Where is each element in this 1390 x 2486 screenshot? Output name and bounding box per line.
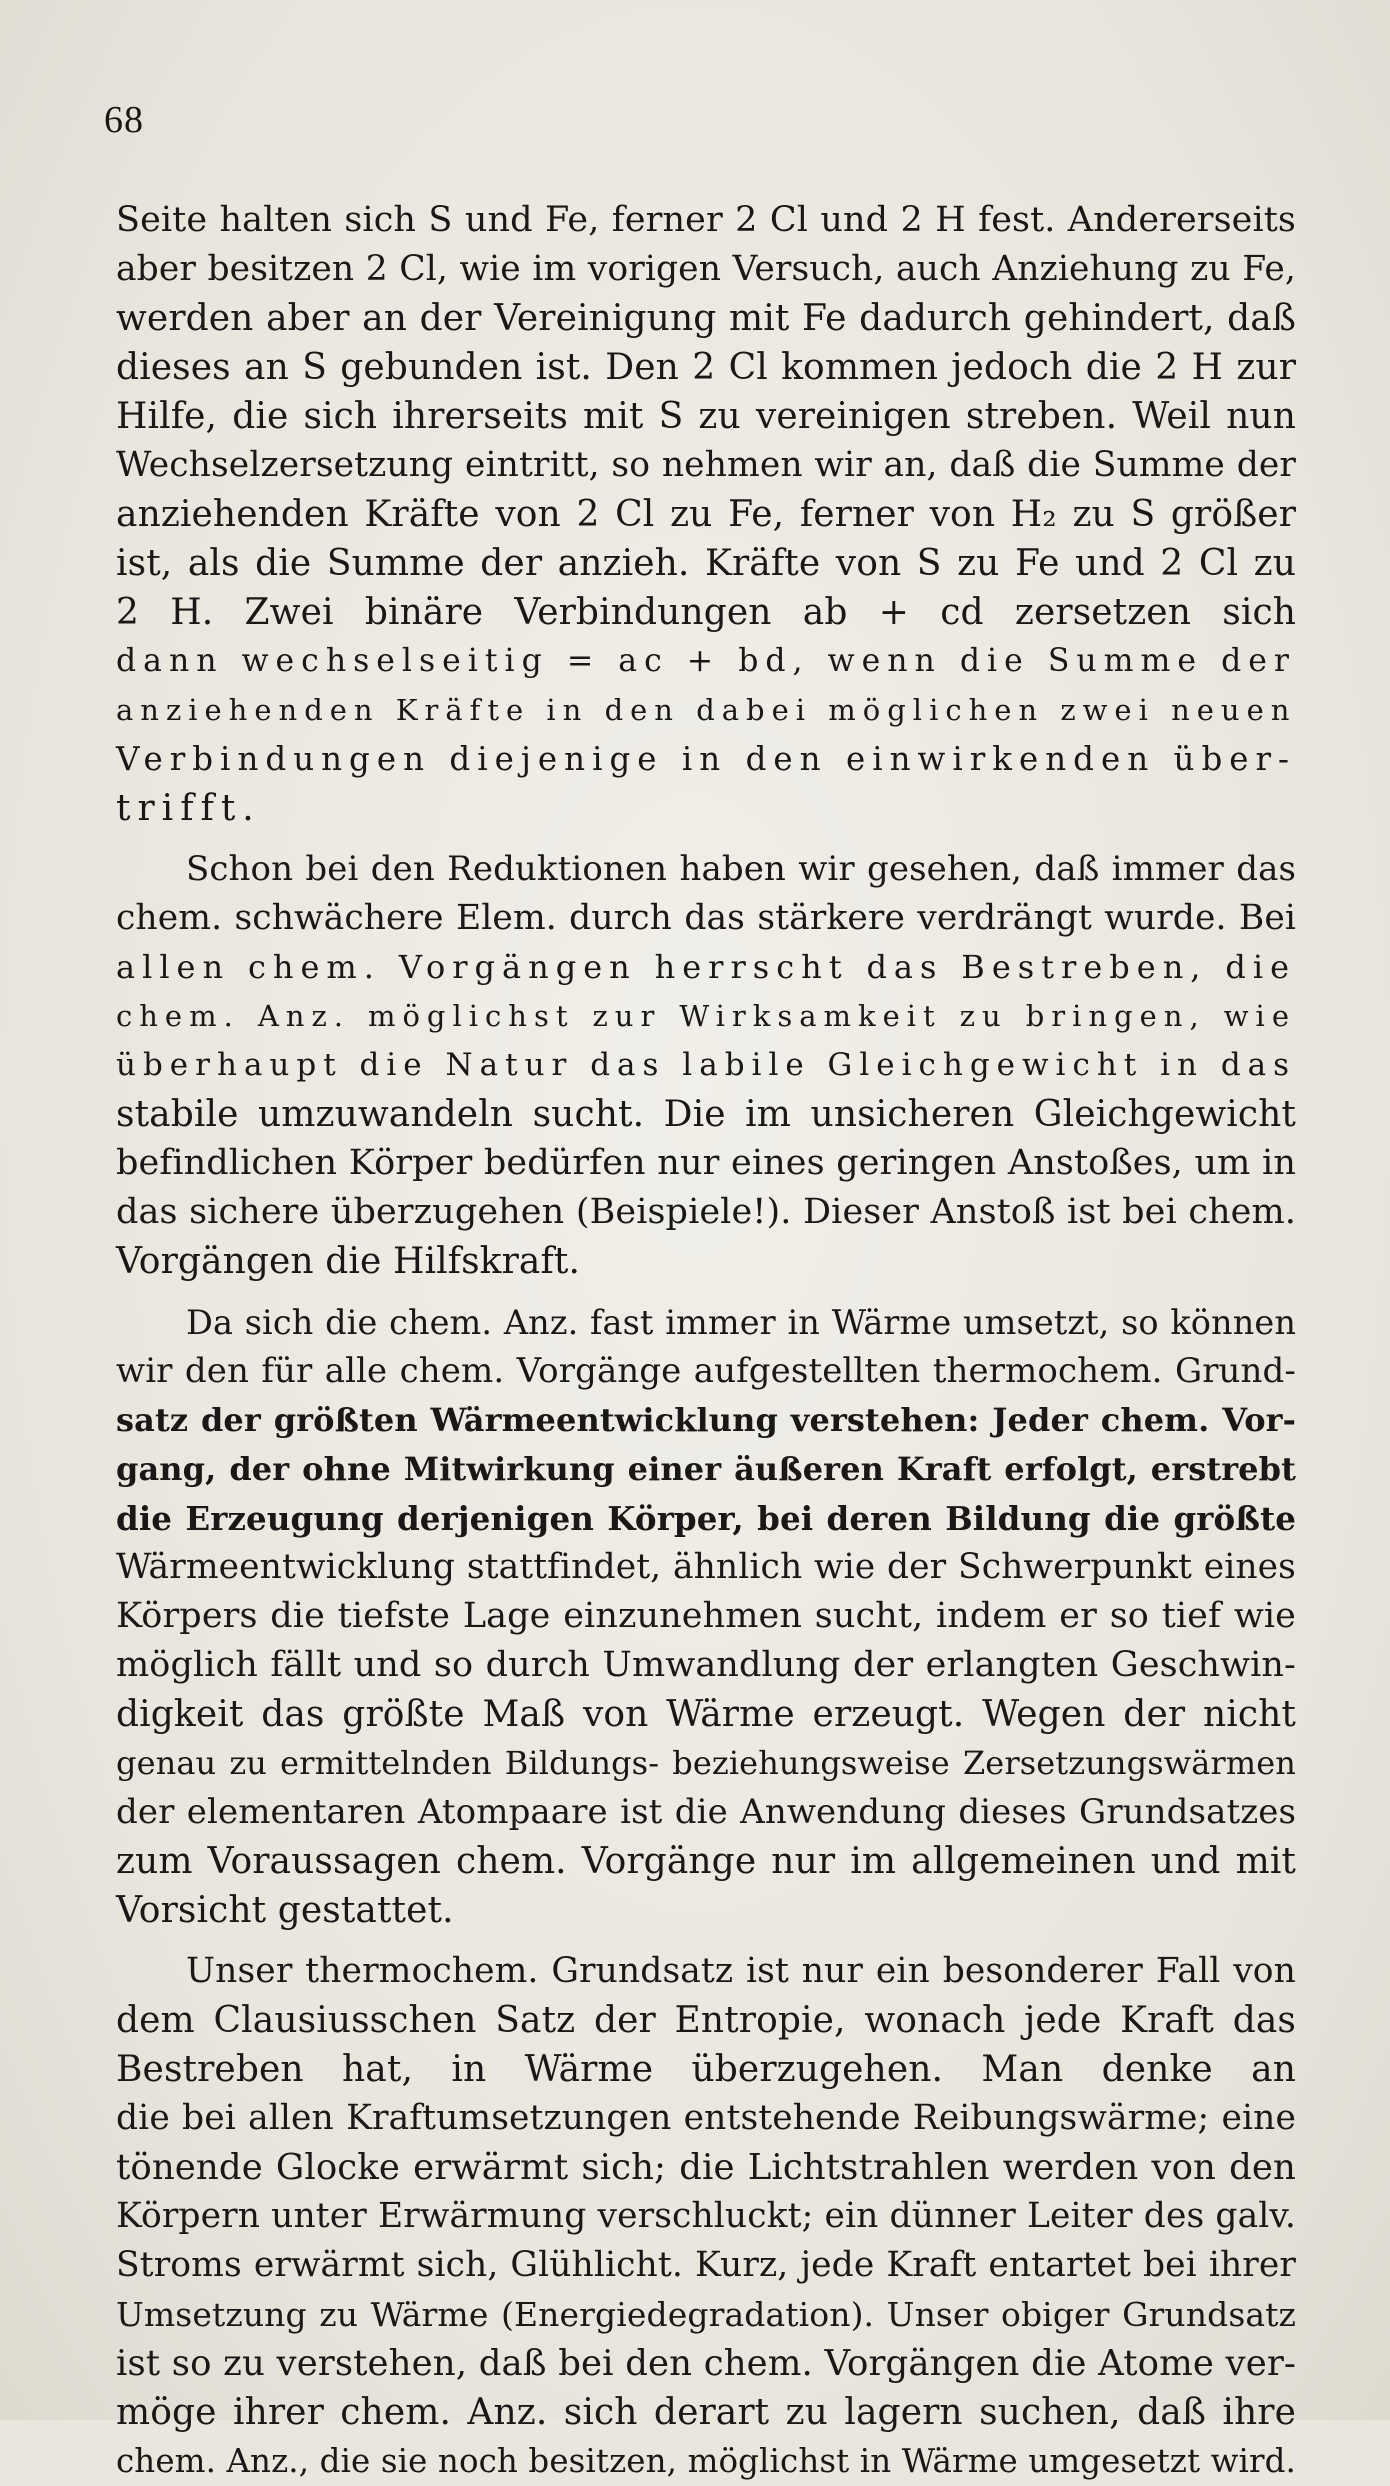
text-line: ist so zu verstehen, daß bei den chem. Vorgängen die Atome ver-	[116, 2343, 1296, 2384]
text-line: werden aber an der Vereinigung mit Fe dadurch gehindert, daß	[116, 298, 1296, 339]
text-line: chem. Anz., die sie noch besitzen, möglichst in Wärme umgesetzt wird.	[116, 2442, 1296, 2480]
text-line: tönende Glocke erwärmt sich; die Lichtstrahlen werden von den	[116, 2147, 1296, 2188]
text-line: Da sich die chem. Anz. fast immer in Wärme umsetzt, so können	[186, 1303, 1296, 1342]
text-line: die bei allen Kraftumsetzungen entstehende Reibungswärme; eine	[116, 2098, 1296, 2138]
text-line: Vorgängen die Hilfskraft.	[116, 1241, 580, 1282]
text-line: Schon bei den Reduktionen haben wir gesehen, daß immer das	[186, 849, 1296, 889]
text-line: überhaupt die Natur das labile Gleichgewicht in das	[116, 1047, 1297, 1083]
text-line: Verbindungen diejenige in den einwirkenden über-	[116, 740, 1296, 778]
text-line: trifft.	[116, 788, 261, 829]
text-line: gang, der ohne Mitwirkung einer äußeren Kraft erfolgt, erstrebt	[116, 1450, 1296, 1488]
text-line: dem Clausiusschen Satz der Entropie, wonach jede Kraft das	[116, 2000, 1296, 2041]
text-line: satz der größten Wärmeentwicklung verstehen: Jeder chem. Vor-	[116, 1401, 1296, 1439]
text-line: befindlichen Körper bedürfen nur eines geringen Anstoßes, um in	[116, 1143, 1296, 1183]
text-line: wir den für alle chem. Vorgänge aufgestellten thermochem. Grund-	[116, 1351, 1296, 1391]
text-line: chem. Anz. möglichst zur Wirksamkeit zu bringen, wie	[116, 999, 1296, 1033]
text-line: anziehenden Kräfte in den dabei möglichen zwei neuen	[116, 693, 1297, 727]
text-line: die Erzeugung derjenigen Körper, bei deren Bildung die größte	[116, 1499, 1296, 1538]
text-line: Bestreben hat, in Wärme überzugehen. Man denke an	[116, 2049, 1296, 2090]
text-line: Unser thermochem. Grundsatz ist nur ein besonderer Fall von	[186, 1951, 1296, 1991]
text-line: möge ihrer chem. Anz. sich derart zu lagern suchen, daß ihre	[116, 2392, 1296, 2433]
text-line: 2 H. Zwei binäre Verbindungen ab + cd zersetzen sich	[116, 592, 1296, 633]
paragraph-4	[116, 1947, 1296, 2486]
text-line: möglich fällt und so durch Umwandlung der erlangten Geschwin-	[116, 1645, 1296, 1685]
page-number: 68	[104, 99, 144, 141]
paragraph-2	[116, 845, 1296, 1286]
text-line: allen chem. Vorgängen herrscht das Bestreben, die	[116, 948, 1296, 986]
text-line: Stroms erwärmt sich, Glühlicht. Kurz, jede Kraft entartet bei ihrer	[116, 2245, 1296, 2285]
text-line: der elementaren Atompaare ist die Anwendung dieses Grundsatzes	[116, 1792, 1296, 1832]
text-line: stabile umzuwandeln sucht. Die im unsicheren Gleichgewicht	[116, 1094, 1296, 1135]
text-line: ist, als die Summe der anzieh. Kräfte von S zu Fe und 2 Cl zu	[116, 543, 1296, 584]
text-line: Wärmeentwicklung stattfindet, ähnlich wie der Schwerpunkt eines	[116, 1547, 1296, 1587]
text-line: dieses an S gebunden ist. Den 2 Cl kommen jedoch die 2 H zur	[116, 347, 1296, 388]
text-line: genau zu ermittelnden Bildungs- beziehungsweise Zersetzungswärmen	[116, 1744, 1296, 1782]
text-line: anziehenden Kräfte von 2 Cl zu Fe, ferner von H₂ zu S größer	[116, 494, 1296, 535]
text-line: Vorsicht gestattet.	[116, 1890, 454, 1931]
text-line: Hilfe, die sich ihrerseits mit S zu vereinigen streben. Weil nun	[116, 396, 1296, 437]
text-line: zum Voraussagen chem. Vorgänge nur im allgemeinen und mit	[116, 1841, 1296, 1882]
paragraph-3	[116, 1298, 1296, 1935]
text-line: Körpern unter Erwärmung verschluckt; ein dünner Leiter des galv.	[116, 2196, 1296, 2236]
text-line: dann wechselseitig = ac + bd, wenn die Summe der	[116, 643, 1296, 679]
text-line: das sichere überzugehen (Beispiele!). Dieser Anstoß ist bei chem.	[116, 1192, 1296, 1232]
text-line: chem. schwächere Elem. durch das stärkere verdrängt wurde. Bei	[116, 898, 1296, 938]
paragraph-1	[116, 196, 1296, 833]
text-line: Körpers die tiefste Lage einzunehmen sucht, indem er so tief wie	[116, 1596, 1296, 1636]
body-text	[116, 196, 1296, 2486]
text-line: Seite halten sich S und Fe, ferner 2 Cl und 2 H fest. Andererseits	[116, 200, 1296, 240]
text-line: digkeit das größte Maß von Wärme erzeugt. Wegen der nicht	[116, 1694, 1296, 1735]
text-line: Wechselzersetzung eintritt, so nehmen wir an, daß die Summe der	[116, 445, 1296, 485]
text-line: aber besitzen 2 Cl, wie im vorigen Versuch, auch Anziehung zu Fe,	[116, 249, 1296, 289]
text-line: Umsetzung zu Wärme (Energiedegradation). Unser obiger Grundsatz	[116, 2295, 1296, 2334]
